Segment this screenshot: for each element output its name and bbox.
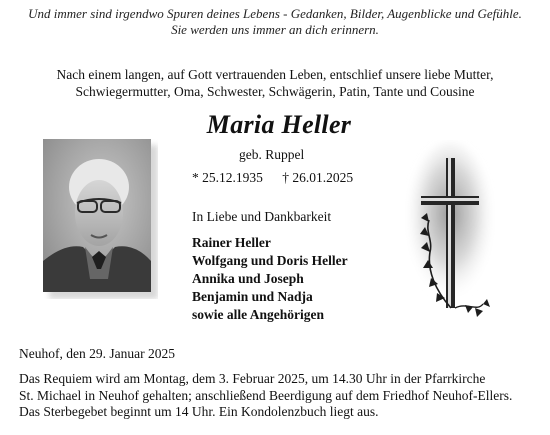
intro-text [0,66,550,100]
deceased-name: Maria Heller [206,110,352,139]
portrait-photo [43,139,158,299]
quote-line-2: Sie werden uns immer an dich erinnern. [171,22,379,37]
life-dates [192,170,353,186]
cross-with-ivy-icon [405,140,495,328]
mourner-name: sowie alle Angehörigen [192,307,324,322]
cross-graphic [405,140,495,328]
intro-line-1: Nach einem langen, auf Gott vertrauenden Leben, entschlief unsere liebe Mutter, [56,67,494,82]
service-line: Das Requiem wird am Montag, dem 3. Februar 2025, um 14.30 Uhr in der Pfarrkirche [19,371,486,386]
mourner-name: Benjamin und Nadja [192,289,313,304]
maiden-name: geb. Ruppel [239,147,305,162]
mourners-list [192,234,348,324]
mourner-name: Wolfgang und Doris Heller [192,253,348,268]
mourning-intro: In Liebe und Dankbarkeit [192,209,332,224]
mourner-name: Rainer Heller [192,235,271,250]
service-line: Das Sterbegebet beginnt um 14 Uhr. Ein Kondolenzbuch liegt aus. [19,404,379,419]
quote-line-1: Und immer sind irgendwo Spuren deines Lebens - Gedanken, Bilder, Augenblicke und Gefühle. [28,6,522,21]
intro-line-2: Schwiegermutter, Oma, Schwester, Schwägerin, Patin, Tante und Cousine [75,84,475,99]
quote [0,6,550,38]
death-date: † 26.01.2025 [282,170,354,185]
service-line: St. Michael in Neuhof gehalten; anschließend Beerdigung auf dem Friedhof Neuhof-Ellers. [19,387,513,403]
mourner-name: Annika und Joseph [192,271,304,286]
portrait-photo-graphic [43,139,158,299]
place-date: Neuhof, den 29. Januar 2025 [19,346,175,361]
service-info [19,371,539,421]
birth-date: * 25.12.1935 [192,170,263,185]
